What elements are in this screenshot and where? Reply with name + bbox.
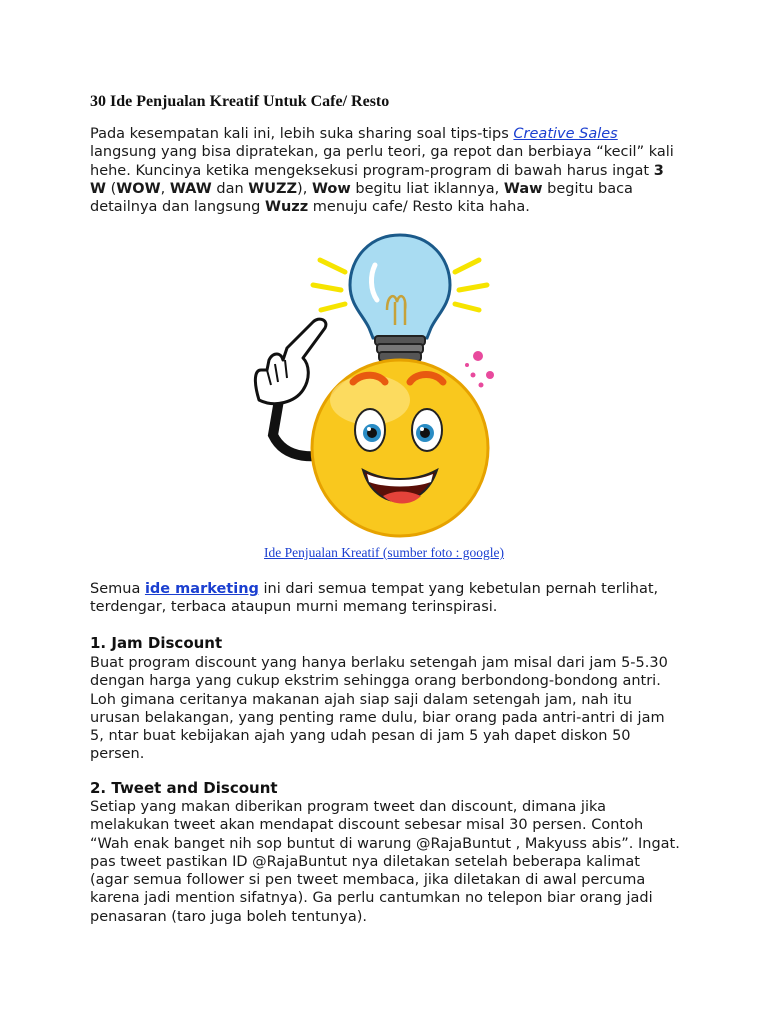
intro-text-7: begitu liat iklannya,: [350, 180, 504, 197]
section-1-heading: 1. Jam Discount: [90, 634, 223, 652]
paragraph-2: [90, 580, 680, 617]
intro-bold-wuzz: WUZZ: [248, 180, 298, 197]
intro-text-4: ,: [160, 180, 170, 197]
sparkle-icon: [465, 351, 494, 388]
intro-text-6: ),: [297, 180, 312, 197]
section-1-body: Buat program discount yang hanya berlaku setengah jam misal dari jam 5-5.30 dengan harga yang cukup ekstrim sehingga orang berbondong-bondong antri. Loh gimana ceritanya makanan ajah siap saji dalam setengah jam, nah itu urusan belakangan, yang penting rame dulu, biar orang pada antri-antri di jam 5, ntar buat kebijakan ajah yang udah pesan di jam 5 yah dapet diskon 50 persen.: [90, 655, 668, 763]
p2-text-1: Semua: [90, 581, 145, 597]
intro-text-3: (: [106, 180, 117, 197]
section-2-heading: 2. Tweet and Discount: [90, 779, 278, 797]
section-2-body: Setiap yang makan diberikan program tweet dan discount, dimana jika melakukan tweet akan mendapat discount sebesar misal 30 persen. Contoh “Wah enak banget nih sop buntut di warung @RajaBuntut , Makyuss abis”. Ingat. pas tweet pastikan ID @RajaBuntut nya diletakan setelah beberapa kalimat (agar semua follower si pen tweet membaca, jika diletakan di awal percuma karena jadi mention sifatnya). Ga perlu cantumkan no telepon biar orang jadi penasaran (taro juga boleh tentunya).: [90, 799, 680, 925]
intro-bold-waw: WAW: [169, 180, 212, 197]
intro-bold-wow-2: Wow: [311, 180, 351, 197]
intro-bold-wuzz-2: Wuzz: [264, 199, 309, 216]
p2-text-2: ini dari semua tempat yang kebetulan pernah terlihat, terdengar, terbaca ataupun murni memang terinspirasi.: [90, 581, 659, 616]
intro-text-5: dan: [211, 180, 249, 197]
intro-bold-wow: WOW: [116, 180, 161, 197]
intro-paragraph: [90, 125, 680, 216]
intro-text-8: begitu baca detailnya dan langsung: [90, 180, 633, 216]
image-caption-link[interactable]: Ide Penjualan Kreatif (sumber foto : google): [264, 545, 504, 560]
idea-smiley-illustration: [245, 230, 535, 540]
lightbulb-icon: [350, 235, 450, 369]
intro-text-9: menuju cafe/ Resto kita haha.: [308, 199, 530, 216]
intro-text-1: Pada kesempatan kali ini, lebih suka sharing soal tips-tips: [90, 126, 514, 142]
document-title: 30 Ide Penjualan Kreatif Untuk Cafe/ Resto: [90, 93, 390, 110]
smiley-face-icon: [312, 360, 488, 536]
intro-text-2: langsung yang bisa dipratekan, ga perlu teori, ga repot dan berbiaya “kecil” kali hehe. Kuncinya ketika mengeksekusi program-program di bawah harus ingat: [90, 144, 674, 179]
intro-bold-waw-2: Waw: [503, 180, 543, 197]
intro-bold-3w: 3 W: [90, 162, 664, 197]
pointing-hand-icon: [255, 319, 326, 404]
creative-sales-link[interactable]: Creative Sales: [513, 126, 618, 142]
ide-marketing-link[interactable]: ide marketing: [144, 581, 259, 597]
